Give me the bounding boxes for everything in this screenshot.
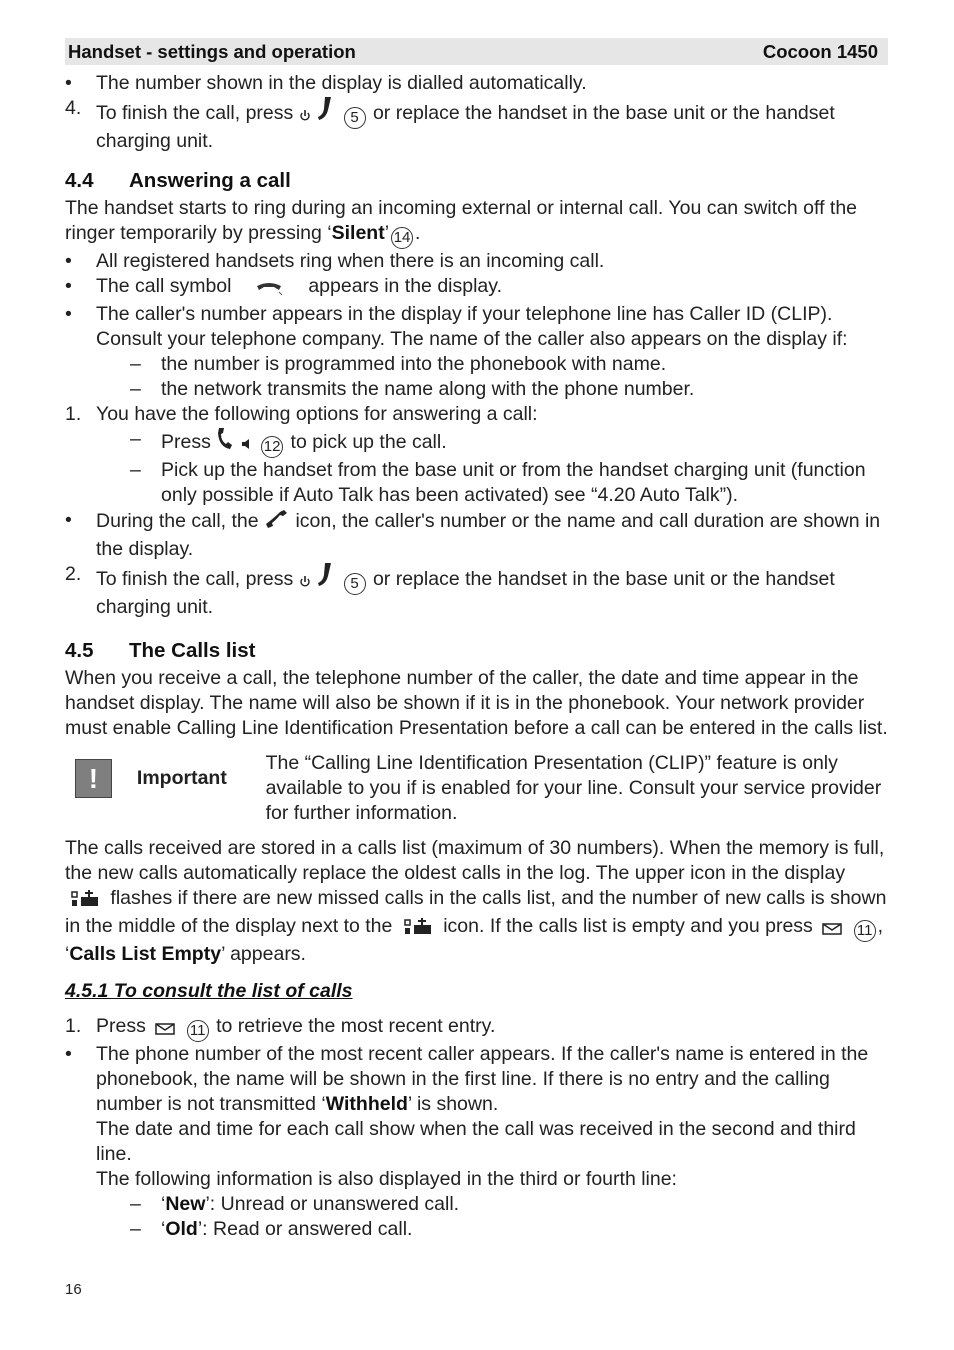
paragraph: When you receive a call, the telephone number of the caller, the date and time appear in the handset display. The name will also be shown if it is in the phonebook. Your network provider must enable Calling Line Identification Presentation before a call can be entered in the calls list.: [65, 667, 888, 739]
header-product-name: Cocoon 1450: [762, 40, 878, 62]
bullet: •: [65, 72, 72, 94]
important-note: [65, 751, 888, 826]
power-icon: [299, 570, 311, 595]
list-item: • All registered handsets ring when there is an incoming call.: [65, 250, 605, 272]
dash-item: – the network transmits the name along with the phone number.: [130, 378, 695, 400]
document-page: [65, 38, 888, 1242]
ringing-handset-icon: [255, 277, 285, 302]
subsection-heading: 4.5.1 To consult the list of calls: [65, 980, 353, 1002]
list-item: 1. You have the following options for answering a call:: [65, 403, 538, 425]
list-item: 1. Press 11 to retrieve the most recent entry.: [65, 1014, 888, 1042]
list-item: 2. To finish the call, press 5 or replace the handset in the base unit or the handset charging unit.: [65, 563, 835, 618]
list-item: [65, 96, 888, 154]
dash-item: – Pick up the handset from the base unit or from the handset charging unit (function only possible if Auto Talk has been activated) see “4.20 Auto Talk”).: [130, 459, 866, 506]
section-heading: 4.4 Answering a call: [65, 169, 291, 192]
key-number-badge: 11: [854, 920, 876, 942]
section-heading: 4.5 The Calls list: [65, 639, 256, 662]
key-number-badge: 5: [344, 573, 366, 595]
key-number-badge: 11: [187, 1020, 209, 1042]
important-text: The “Calling Line Identification Presentation (CLIP)” feature is only available to you if is enabled for your line. Consult your service provider for further information.: [265, 752, 882, 824]
list-item: • The caller's number appears in the display if your telephone line has Caller ID (CLIP). Consult your telephone company. The name of the caller also appears on the display if:: [65, 303, 848, 350]
list-item-text: The number shown in the display is dialled automatically.: [96, 72, 587, 94]
header-section-title: Handset - settings and operation: [68, 40, 356, 62]
calls-list-icon: [71, 889, 99, 914]
paragraph: The handset starts to ring during an incoming external or internal call. You can switch off the ringer temporarily by pressing ‘Silent’ 14 .: [65, 196, 888, 249]
page-header: [65, 38, 888, 65]
list-item: [65, 71, 888, 96]
calls-list-icon: [404, 917, 432, 942]
envelope-icon: [822, 917, 842, 942]
page-number: 16: [65, 1281, 82, 1298]
key-number-badge: 12: [261, 436, 283, 458]
warning-icon: !: [75, 759, 112, 798]
hang-up-handset-icon: [316, 562, 336, 595]
dash-item: – ‘New’: Unread or unanswered call.: [130, 1193, 460, 1215]
speaker-icon: [240, 433, 254, 458]
paragraph: The calls received are stored in a calls list (maximum of 30 numbers). When the memory is full, the new calls automatically replace the oldest calls in the log. The upper icon in the display flashes if there are new missed calls in the calls list, and the number of new calls is shown in the middle of the display next to the icon. If the calls list is empty and you press 11 , ‘Calls List Empty’ appears.: [65, 837, 887, 965]
key-number-badge: 14: [391, 227, 413, 249]
list-item: • The phone number of the most recent caller appears. If the caller's name is entered in the phonebook, the name will be shown in the first line. If there is no entry and the calling number is not transmitted ‘Withheld’ is shown. The date and time for each call show when the call was received in the second and third line. The following information is also displayed in the third or fourth line:: [65, 1043, 869, 1190]
envelope-icon: [155, 1017, 175, 1042]
dash-item: – the number is programmed into the phonebook with name.: [130, 353, 667, 375]
in-call-handset-icon: [264, 508, 290, 537]
list-item: • The call symbol appears in the display.: [65, 274, 888, 302]
key-number-badge: 5: [344, 107, 366, 129]
pick-up-handset-icon: [216, 427, 234, 458]
power-icon: [299, 104, 311, 129]
hang-up-handset-icon: [316, 96, 336, 129]
list-number: 4.: [65, 97, 82, 119]
list-item: • During the call, the icon, the caller's number or the name and call duration are shown in the display.: [65, 509, 881, 560]
list-item-text: To finish the call, press 5 or replace the handset in the base unit or the handset charging unit.: [96, 96, 888, 154]
important-label: Important: [136, 767, 227, 789]
dash-item: – Press 12 to pick up the call.: [130, 427, 888, 458]
dash-item: – ‘Old’: Read or answered call.: [130, 1218, 413, 1240]
